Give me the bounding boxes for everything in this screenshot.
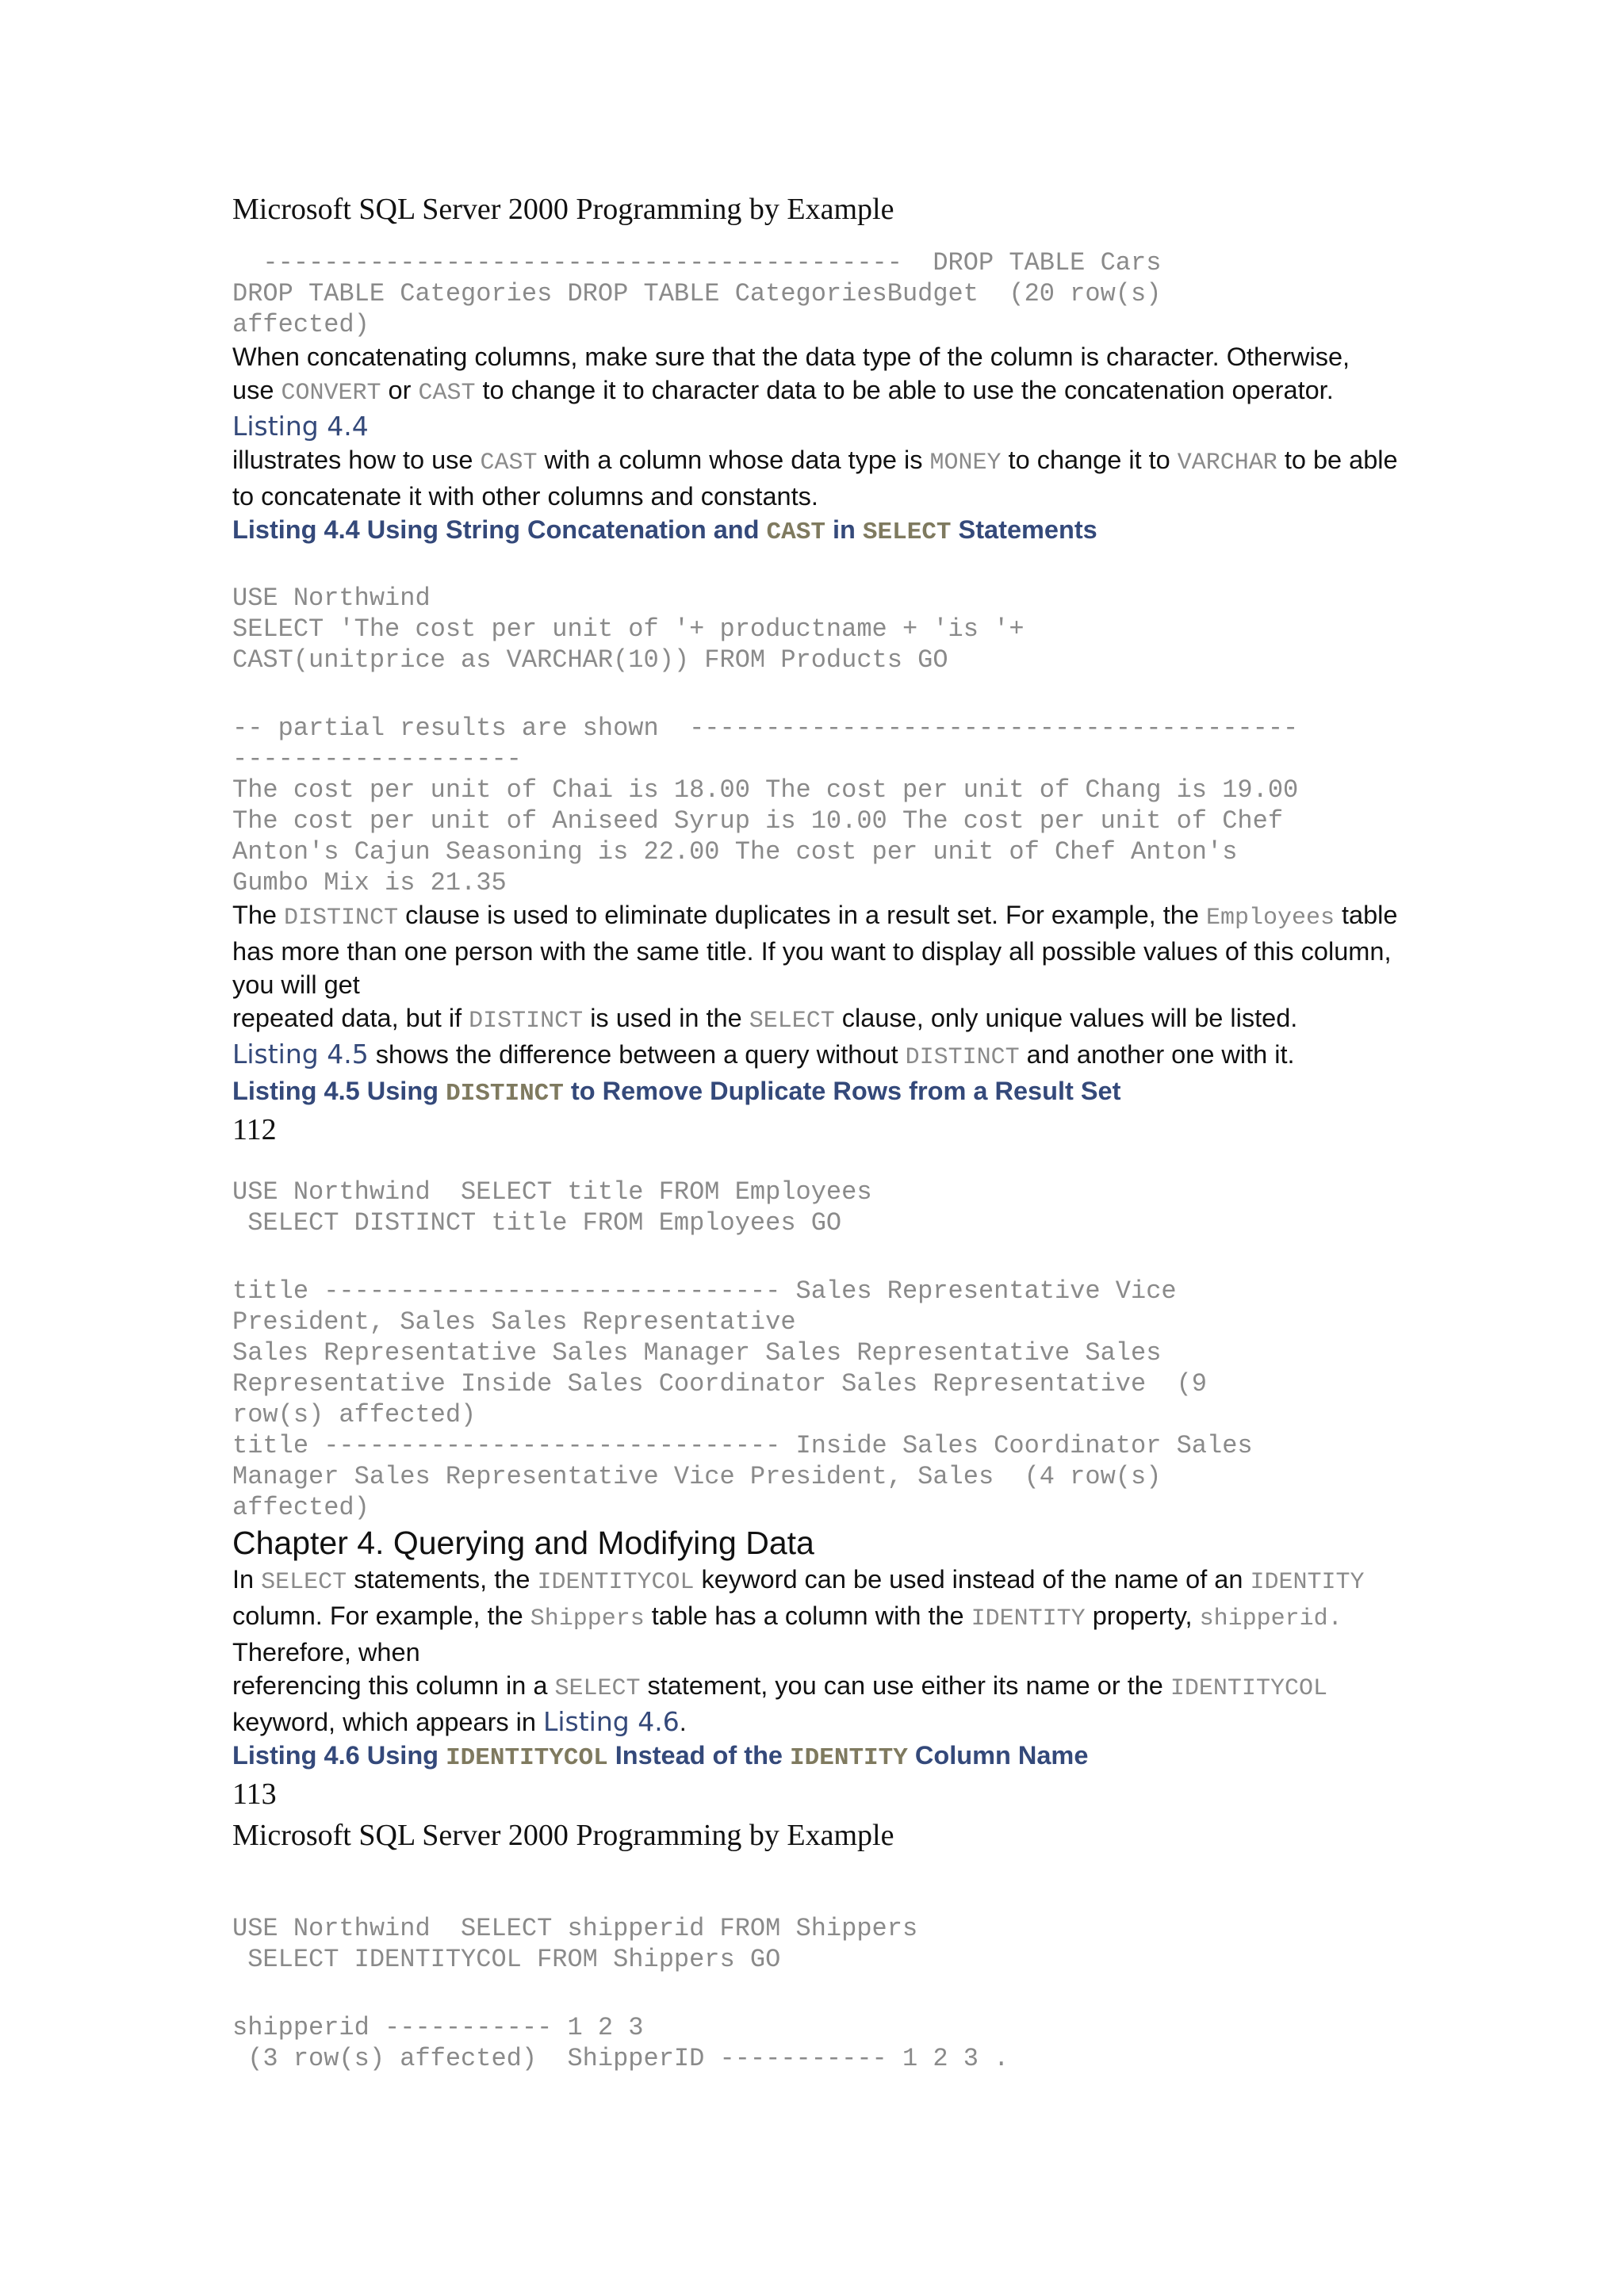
listing-caption — [232, 513, 1398, 549]
text: or — [381, 376, 419, 404]
inline-code: IDENTITYCOL — [537, 1569, 695, 1596]
text: . — [679, 1708, 687, 1736]
text: table has a column with the — [644, 1601, 971, 1630]
text: and another one with it. — [1019, 1040, 1295, 1069]
code-listing: USE Northwind SELECT 'The cost per unit of '+ productname + 'is '+ CAST(unitprice as VARCHAR(10)) FROM Products GO — [232, 584, 1025, 675]
text: referencing this column in a — [232, 1671, 555, 1700]
inline-code: DISTINCT — [905, 1044, 1020, 1071]
page-number: 113 — [232, 1777, 277, 1811]
text: Listing 4.5 Using — [232, 1077, 446, 1105]
caption-code: DISTINCT — [446, 1080, 564, 1108]
inline-code: IDENTITYCOL — [1170, 1675, 1327, 1702]
inline-code: Employees — [1205, 905, 1335, 932]
text: to be able to concatenate it with other columns and constants. — [232, 446, 1398, 511]
text: is used in the — [583, 1004, 749, 1032]
text: Statements — [951, 515, 1097, 544]
chapter-heading: Chapter 4. Querying and Modifying Data — [232, 1525, 814, 1561]
text: shows the difference between a query without — [368, 1040, 906, 1069]
caption-code: CAST — [766, 519, 825, 546]
document-page — [232, 187, 1398, 2074]
text: statement, you can use either its name or the — [640, 1671, 1170, 1700]
paragraph-distinct — [232, 898, 1398, 1074]
text: to Remove Duplicate Rows from a Result Set — [563, 1077, 1121, 1105]
inline-code: CAST — [480, 450, 538, 476]
text: property, — [1085, 1601, 1200, 1630]
listing-caption — [232, 1739, 1398, 1775]
text: in — [825, 515, 863, 544]
text: The — [232, 901, 285, 929]
inline-code: CAST — [418, 380, 476, 407]
inline-code: IDENTITY — [1250, 1569, 1365, 1596]
inline-code: SELECT — [749, 1008, 835, 1035]
text: statements, the — [347, 1565, 538, 1594]
text: clause is used to eliminate duplicates in a result set. For example, the — [398, 901, 1206, 929]
code-output-block: title ------------------------------ Sales Representative Vice President, Sales Sales Representative Sales Representative Sales Manager Sales Representative Sales Representative Inside Sales Coordinator Sales Representative (9 row(s) affected) title ------------------------------ Inside Sales Coordinator Sales Manager Sales Representative Vice President, Sales (4 row(s) affected) — [232, 1276, 1253, 1522]
code-output-block: shipperid ----------- 1 2 3 (3 row(s) affected) ShipperID ----------- 1 2 3 . — [232, 2013, 1009, 2073]
code-listing: USE Northwind SELECT shipperid FROM Shippers SELECT IDENTITYCOL FROM Shippers GO — [232, 1914, 918, 1974]
inline-code: VARCHAR — [1177, 450, 1277, 476]
page-number: 112 — [232, 1113, 277, 1146]
inline-code: Shippers — [530, 1605, 645, 1632]
text: Instead of the — [607, 1741, 791, 1770]
inline-code: DISTINCT — [284, 905, 399, 932]
inline-code: SELECT — [261, 1569, 347, 1596]
text: to change it to — [1001, 446, 1178, 474]
text: repeated data, but if — [232, 1004, 469, 1032]
code-listing: USE Northwind SELECT title FROM Employees SELECT DISTINCT title FROM Employees GO — [232, 1177, 872, 1238]
paragraph-identitycol — [232, 1563, 1398, 1739]
listing-link[interactable]: Listing 4.4 — [232, 411, 369, 442]
listing-link[interactable]: Listing 4.5 — [232, 1039, 369, 1070]
inline-code: CONVERT — [281, 380, 381, 407]
inline-code: DISTINCT — [469, 1008, 584, 1035]
text: with a column whose data type is — [537, 446, 930, 474]
text: Column Name — [907, 1741, 1089, 1770]
text: clause, only unique values will be listed. — [834, 1004, 1298, 1032]
paragraph-concatenation — [232, 340, 1398, 513]
caption-code: IDENTITYCOL — [446, 1744, 608, 1772]
caption-code: SELECT — [862, 519, 952, 546]
listing-caption — [232, 1074, 1398, 1111]
text: Listing 4.6 Using — [232, 1741, 446, 1770]
running-header: Microsoft SQL Server 2000 Programming by Example — [232, 1819, 894, 1852]
inline-code: shipperid. — [1199, 1605, 1342, 1632]
listing-link[interactable]: Listing 4.6 — [543, 1706, 680, 1737]
text: When concatenating columns, make sure that the data type of the column is character. Otherwise, use — [232, 342, 1350, 404]
caption-code: IDENTITY — [790, 1744, 908, 1772]
text: table has more than one person with the same title. If you want to display all possible values of this column, you will get — [232, 901, 1398, 999]
inline-code: MONEY — [929, 450, 1002, 476]
running-header: Microsoft SQL Server 2000 Programming by Example — [232, 193, 894, 226]
text: keyword can be used instead of the name of an — [694, 1565, 1251, 1594]
text: column. For example, the — [232, 1601, 530, 1630]
text: Listing 4.4 Using String Concatenation and — [232, 515, 767, 544]
code-output-block: -- partial results are shown ---------------------------------------- ------------------- The cost per unit of Chai is 18.00 The cost per unit of Chang is 19.00 The cost per unit of Aniseed Syrup is 10.00 The cost per unit of Chef Anton's Cajun Seasoning is 22.00 The cost per unit of Chef Anton's Gumbo Mix is 21.35 — [232, 714, 1299, 897]
text: keyword, which appears in — [232, 1708, 543, 1736]
text: illustrates how to use — [232, 446, 481, 474]
text: Therefore, when — [232, 1638, 420, 1667]
text: to change it to character data to be able to use the concatenation operator. — [475, 376, 1334, 404]
code-output-block: ------------------------------------------ DROP TABLE Cars DROP TABLE Categories DROP TABLE CategoriesBudget (20 row(s) affected) — [232, 248, 1162, 339]
inline-code: IDENTITY — [971, 1605, 1086, 1632]
text: In — [232, 1565, 262, 1594]
inline-code: SELECT — [554, 1675, 641, 1702]
